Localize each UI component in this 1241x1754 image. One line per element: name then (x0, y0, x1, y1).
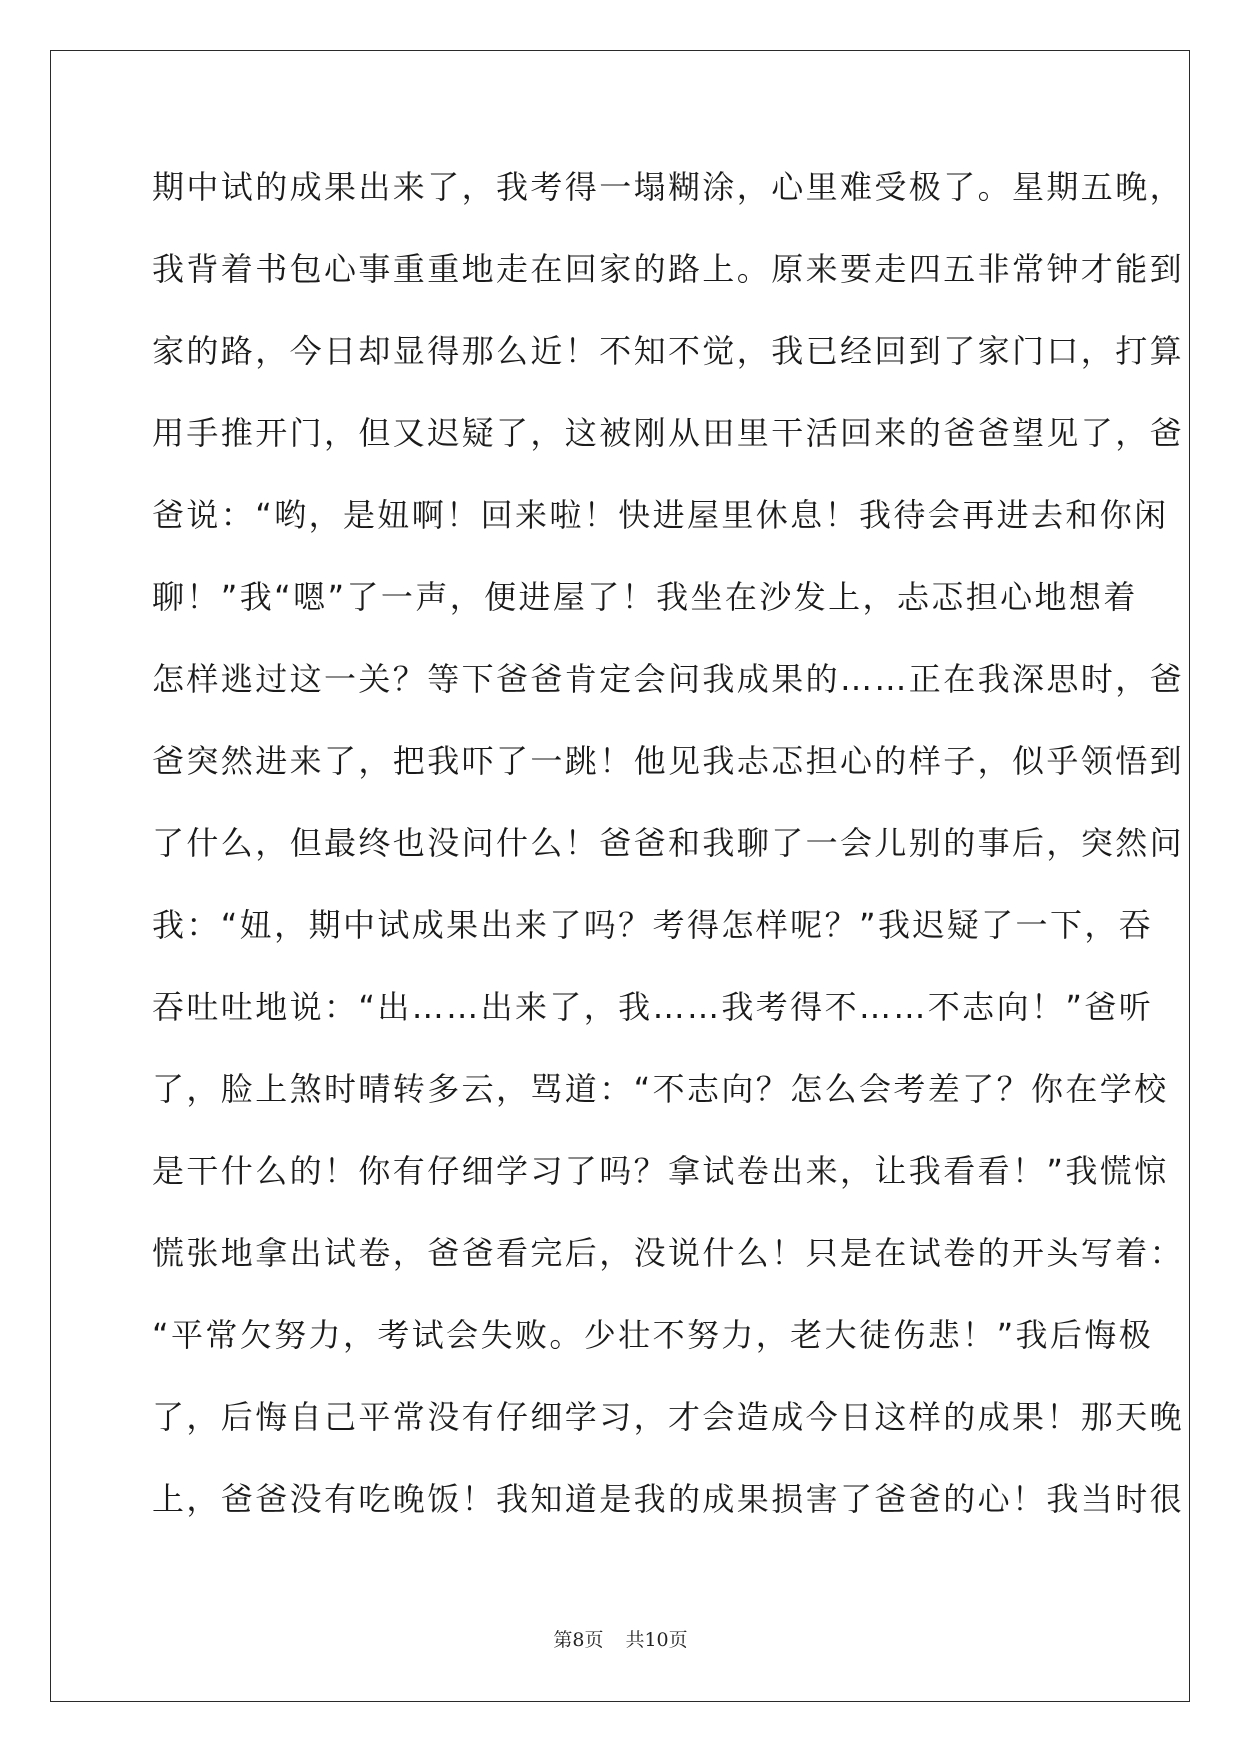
text-line: 慌张地拿出试卷，爸爸看完后，没说什么！只是在试卷的开头写着： (152, 1234, 1185, 1272)
text-line: 家的路，今日却显得那么近！不知不觉，我已经回到了家门口，打算 (152, 332, 1185, 370)
body-text (152, 160, 1185, 1554)
text-line: 了，脸上煞时晴转多云，骂道：“不志向？怎么会考差了？你在学校 (152, 1070, 1169, 1108)
text-line: 期中试的成果出来了，我考得一塌糊涂，心里难受极了。星期五晚， (152, 168, 1185, 206)
text-line: 我背着书包心事重重地走在回家的路上。原来要走四五非常钟才能到 (152, 250, 1185, 288)
text-line: 是干什么的！你有仔细学习了吗？拿试卷出来，让我看看！”我慌惊 (152, 1152, 1169, 1190)
text-line: 爸说：“哟，是妞啊！回来啦！快进屋里休息！我待会再进去和你闲 (152, 496, 1169, 534)
text-line: 聊！”我“嗯”了一声，便进屋了！我坐在沙发上，忐忑担心地想着 (152, 578, 1138, 616)
page-number: 第8页 (553, 1629, 604, 1651)
text-line: 上，爸爸没有吃晚饭！我知道是我的成果损害了爸爸的心！我当时很 (152, 1480, 1185, 1518)
text-line: 了什么，但最终也没问什么！爸爸和我聊了一会儿别的事后，突然问 (152, 824, 1185, 862)
text-line: 我：“妞，期中试成果出来了吗？考得怎样呢？”我迟疑了一下，吞 (152, 906, 1154, 944)
text-line: “平常欠努力，考试会失败。少壮不努力，老大徒伤悲！”我后悔极 (152, 1316, 1154, 1354)
text-line: 爸突然进来了，把我吓了一跳！他见我忐忑担心的样子，似乎领悟到 (152, 742, 1185, 780)
text-line: 怎样逃过这一关？等下爸爸肯定会问我成果的……正在我深思时，爸 (152, 660, 1185, 698)
text-line: 吞吐吐地说：“出……出来了，我……我考得不……不志向！”爸听 (152, 988, 1154, 1026)
page-total: 共10页 (625, 1629, 688, 1651)
text-line: 用手推开门，但又迟疑了，这被刚从田里干活回来的爸爸望见了，爸 (152, 414, 1185, 452)
text-line: 了，后悔自己平常没有仔细学习，才会造成今日这样的成果！那天晚 (152, 1398, 1185, 1436)
page-footer (0, 1625, 1241, 1652)
